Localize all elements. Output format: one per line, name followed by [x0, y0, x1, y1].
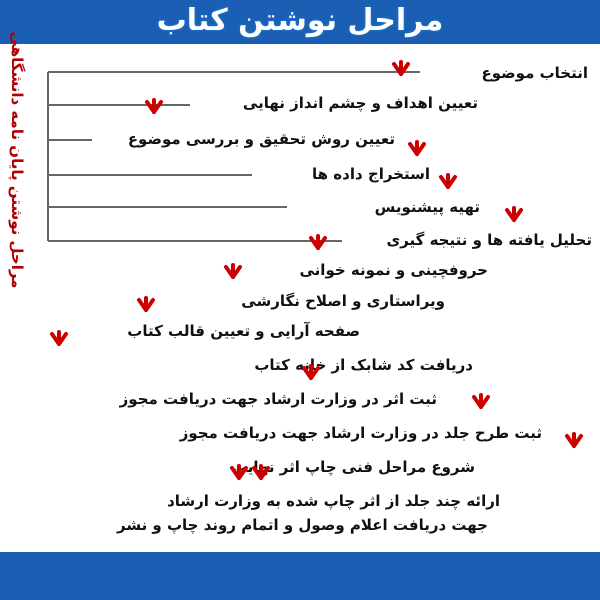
down-arrow-icon	[222, 263, 244, 285]
step-4: استخراج داده ها	[312, 165, 430, 183]
step-8: ویراستاری و اصلاح نگارشی	[241, 292, 445, 310]
down-arrow-icon	[300, 364, 322, 386]
down-arrow-icon	[250, 464, 272, 486]
down-arrow-icon	[390, 60, 412, 82]
page-title: مراحل نوشتن کتاب	[156, 3, 444, 38]
step-13: شروع مراحل فنی چاپ اثر نهایی	[232, 458, 475, 476]
down-arrow-icon	[563, 432, 585, 454]
down-arrow-icon	[503, 206, 525, 228]
down-arrow-icon	[143, 98, 165, 120]
down-arrow-icon	[228, 464, 250, 486]
down-arrow-icon	[48, 330, 70, 352]
step-1: انتخاب موضوع	[481, 64, 588, 82]
step-14: ارائه چند جلد از اثر چاپ شده به وزارت ارشاد	[167, 492, 500, 510]
step-12: ثبت طرح جلد در وزارت ارشاد جهت دریافت مجوز	[179, 424, 542, 442]
side-label: مراحل نوشتن پایان نامه دانشگاهی	[8, 31, 26, 289]
down-arrow-icon	[406, 140, 428, 162]
step-7: حروفچینی و نمونه خوانی	[299, 261, 488, 279]
step-9: صفحه آرایی و تعیین قالب کتاب	[127, 322, 360, 340]
step-15: جهت دریافت اعلام وصول و اتمام روند چاپ و نشر	[116, 516, 488, 534]
down-arrow-icon	[470, 393, 492, 415]
footer-band	[0, 552, 600, 600]
down-arrow-icon	[135, 296, 157, 318]
down-arrow-icon	[307, 234, 329, 256]
step-6: تحلیل یافته ها و نتیجه گیری	[386, 231, 592, 249]
step-5: تهیه پیشنویس	[374, 198, 480, 216]
step-2: تعیین اهداف و چشم انداز نهایی	[242, 94, 478, 112]
step-11: ثبت اثر در وزارت ارشاد جهت دریافت مجوز	[119, 390, 437, 408]
step-10: دریافت کد شابک از خانه کتاب	[254, 356, 473, 374]
step-3: تعیین روش تحقیق و بررسی موضوع	[127, 130, 395, 148]
down-arrow-icon	[437, 173, 459, 195]
